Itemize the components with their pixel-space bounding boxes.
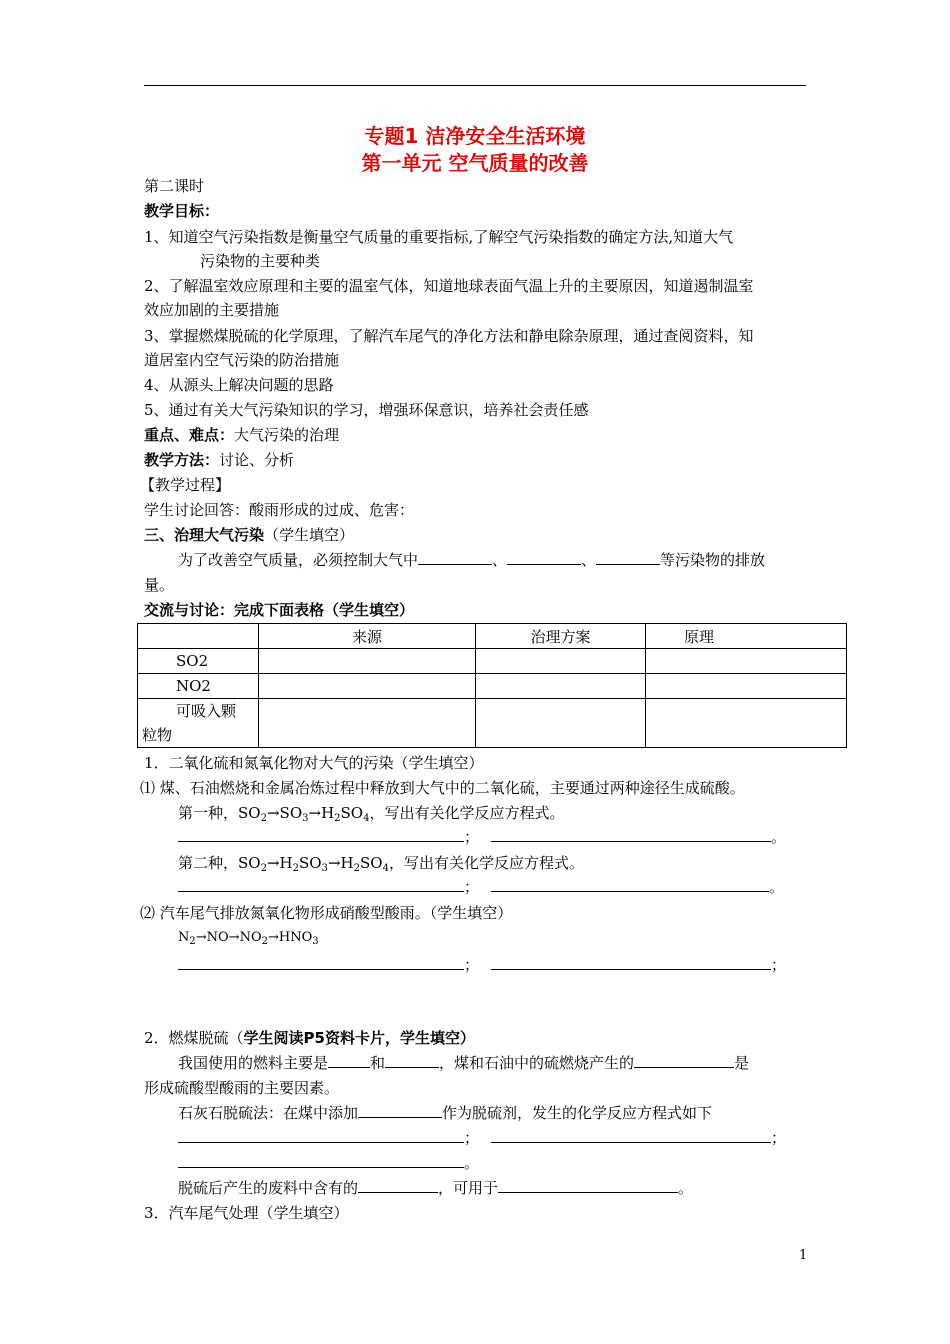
s1-text-a: 我国使用的燃料主要是	[178, 1054, 329, 1072]
section3-title: 三、治理大气污染	[144, 526, 265, 544]
s2-text-b: 作为脱硫剂，发生的化学反应方程式如下	[442, 1104, 713, 1122]
way2-answer-line	[178, 876, 784, 898]
s1-text-d: 是	[734, 1054, 750, 1072]
key-points	[144, 424, 339, 446]
row-label-line-2: 粒物	[142, 726, 173, 744]
period: 。	[769, 878, 785, 896]
objective-1: 1、知道空气污染指数是衡量空气质量的重要指标,了解空气污染指数的确定方法,知道大气	[144, 228, 734, 246]
nitrogen-answer-line	[178, 954, 786, 976]
topic-title: 专题1 洁净安全生活环境	[364, 124, 586, 148]
way2-prefix: 第二种，	[178, 854, 239, 872]
blank-equation-9[interactable]	[178, 1152, 464, 1168]
way1-prefix: 第一种，	[178, 804, 239, 822]
header-principle: 原理	[646, 624, 847, 649]
intro-sep-2: 、	[581, 551, 597, 569]
part2-sentence-1-cont: 形成硫酸型酸雨的主要因素。	[144, 1079, 340, 1097]
s2-text-a: 石灰石脱硫法：在煤中添加	[178, 1104, 359, 1122]
objective-3: 3、掌握燃煤脱硫的化学原理，了解汽车尾气的净化方法和静电除杂原理，通过查阅资料，知	[144, 327, 754, 345]
process-heading: 【教学过程】	[140, 476, 231, 494]
blank-fuel-2[interactable]	[385, 1052, 439, 1068]
objectives-heading: 教学目标：	[144, 202, 220, 220]
desulfur-answer-line-2	[178, 1152, 479, 1174]
blank-pollutant-2[interactable]	[507, 549, 581, 565]
part3-heading: 3．汽车尾气处理（学生填空）	[144, 1204, 349, 1222]
objective-2: 2、了解温室效应原理和主要的温室气体，知道地球表面气温上升的主要原因，知道遏制温室	[144, 277, 754, 295]
lesson-label: 第二课时	[144, 177, 205, 195]
way1-formula: $SO_2\to SO_3\to H_2SO_4$	[238, 804, 370, 824]
cell-principle[interactable]	[646, 699, 847, 748]
part1-paragraph-1: ⑴ 煤、石油燃烧和金属冶炼过程中释放到大气中的二氧化硫，主要通过两种途径生成硫酸。	[140, 779, 745, 797]
blank-equation-5[interactable]	[178, 954, 464, 970]
intro-text-b: 等污染物的排放	[660, 551, 766, 569]
key-points-text: 大气污染的治理	[234, 426, 340, 444]
blank-pollutant-3[interactable]	[596, 549, 660, 565]
cell-solution[interactable]	[476, 699, 646, 748]
part2-heading	[144, 1027, 475, 1049]
s1-text-b: 和	[370, 1054, 386, 1072]
way1-answer-line	[178, 826, 786, 848]
header-rule	[144, 85, 806, 86]
semicolon: ；	[464, 956, 480, 974]
blank-waste-component[interactable]	[358, 1177, 438, 1193]
part1-paragraph-2: ⑵ 汽车尾气排放氮氧化物形成硝酸型酸雨。（学生填空）	[140, 904, 513, 922]
pollutant-table	[137, 623, 847, 748]
blank-equation-2[interactable]	[491, 826, 771, 842]
cell-source[interactable]	[259, 699, 476, 748]
blank-equation-3[interactable]	[178, 876, 464, 892]
section3-heading	[144, 524, 354, 546]
header-solution: 治理方案	[476, 624, 646, 649]
semicolon: ；	[771, 1129, 787, 1147]
row-label	[138, 699, 259, 748]
part2-heading-a: 2．燃煤脱硫（	[144, 1029, 244, 1047]
semicolon: ；	[464, 828, 480, 846]
objective-1-cont: 污染物的主要种类	[200, 252, 321, 270]
s3-text-c: 。	[678, 1179, 694, 1197]
semicolon: ；	[464, 878, 480, 896]
blank-sulfur-product[interactable]	[634, 1052, 734, 1068]
table-header-row	[138, 624, 847, 649]
part1-heading: 1．二氧化硫和氮氧化物对大气的污染（学生填空）	[144, 754, 484, 772]
part2-sentence-2	[178, 1102, 712, 1124]
cell-solution[interactable]	[476, 649, 646, 674]
intro-text-a: 为了改善空气质量，必须控制大气中	[178, 551, 419, 569]
table-row	[138, 649, 847, 674]
period: 。	[771, 828, 787, 846]
s3-text-a: 脱硫后产生的废料中含有的	[178, 1179, 359, 1197]
blank-equation-4[interactable]	[491, 876, 769, 892]
table-row	[138, 699, 847, 748]
objective-5: 5、通过有关大气污染知识的学习，增强环保意识，培养社会责任感	[144, 401, 589, 419]
cell-solution[interactable]	[476, 674, 646, 699]
s3-text-b: ，可用于	[438, 1179, 499, 1197]
method-text: 讨论、分析	[219, 451, 295, 469]
objective-4: 4、从源头上解决问题的思路	[144, 376, 334, 394]
row-label: SO2	[138, 649, 259, 674]
teaching-method	[144, 449, 294, 471]
objective-2-cont: 效应加剧的主要措施	[144, 301, 280, 319]
objective-3-cont: 道居室内空气污染的防治措施	[144, 351, 340, 369]
header-cell-blank	[138, 624, 259, 649]
row-label: NO2	[138, 674, 259, 699]
blank-waste-use[interactable]	[498, 1177, 678, 1193]
row-label-line-1: 可吸入颗	[176, 702, 237, 720]
section3-intro	[178, 549, 765, 571]
unit-title: 第一单元 空气质量的改善	[361, 151, 589, 175]
method-label: 教学方法：	[144, 451, 220, 469]
blank-equation-6[interactable]	[491, 954, 771, 970]
way2-suffix: ，写出有关化学反应方程式。	[388, 854, 584, 872]
semicolon: ；	[464, 1129, 480, 1147]
exchange-heading: 交流与讨论：完成下面表格（学生填空）	[144, 601, 415, 619]
way2-formula: $SO_2\to H_2SO_3\to H_2SO_4$	[238, 854, 389, 874]
key-points-label: 重点、难点：	[144, 426, 235, 444]
semicolon: ；	[771, 956, 787, 974]
intro-sep-1: 、	[492, 551, 508, 569]
section3-intro-cont: 量。	[144, 576, 175, 594]
table-row	[138, 674, 847, 699]
cell-source[interactable]	[259, 674, 476, 699]
page-number: 1	[799, 1248, 808, 1263]
part2-sentence-1	[178, 1052, 749, 1074]
cell-principle[interactable]	[646, 649, 847, 674]
cell-principle[interactable]	[646, 674, 847, 699]
part2-sentence-3	[178, 1177, 693, 1199]
desulfur-answer-line-1	[178, 1127, 786, 1149]
blank-equation-7[interactable]	[178, 1127, 464, 1143]
cell-source[interactable]	[259, 649, 476, 674]
blank-equation-1[interactable]	[178, 826, 464, 842]
nitrogen-chain-formula: $N_2\to NO\to NO_2\to HNO_3$	[178, 930, 319, 947]
period: 。	[464, 1154, 480, 1172]
discussion-prompt: 学生讨论回答：酸雨形成的过成、危害：	[144, 501, 415, 519]
blank-equation-8[interactable]	[491, 1127, 771, 1143]
s1-text-c: ，煤和石油中的硫燃烧产生的	[439, 1054, 635, 1072]
part2-heading-b: 学生阅读P5资料卡片，学生填空	[243, 1029, 460, 1047]
part2-heading-c: ）	[459, 1029, 475, 1047]
section3-note: （学生填空）	[264, 526, 355, 544]
blank-fuel-1[interactable]	[328, 1052, 370, 1068]
header-source: 来源	[259, 624, 476, 649]
way1-suffix: ，写出有关化学反应方程式。	[369, 804, 565, 822]
blank-pollutant-1[interactable]	[418, 549, 492, 565]
blank-desulfurizer[interactable]	[358, 1102, 442, 1118]
